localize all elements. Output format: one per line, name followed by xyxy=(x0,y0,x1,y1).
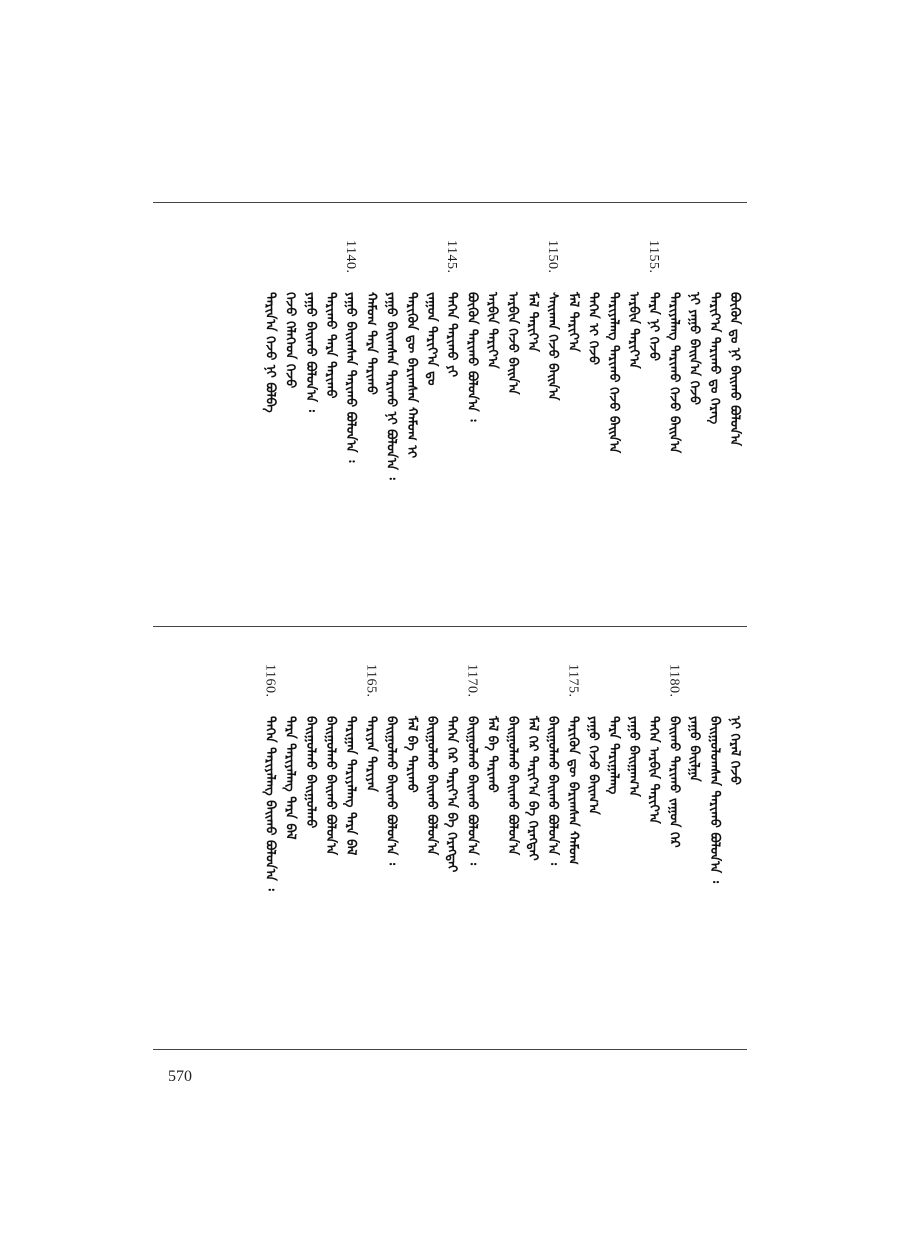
verse-text: ᠲᠠᠷᠢᠶᠠᠨ ᠲᠠᠷᠢᠶᠠᠨ xyxy=(363,716,379,792)
verse-line xyxy=(258,240,280,580)
verse-text: ᠲᠡᠭᠡᠨ ᠲᠠᠷᠢᠶᠠᠯᠠᠩ ᠪᠠᠢᠬᠤ ᠪᠣᠯᠤᠨ᠎ᠠ ᠄ xyxy=(262,716,278,891)
verse-line xyxy=(703,240,725,580)
verse-line xyxy=(359,664,381,1004)
verse-text: ᠠᠷᠪᠢᠨ ᠲᠠᠷᠢᠶ᠎ᠠ xyxy=(484,292,500,369)
verse-line xyxy=(541,664,563,1004)
verse-text: ᠲᠠᠷᠢᠶᠠᠯᠠᠩ ᠲᠠᠷᠢᠬᠤ ᠭᠡᠵᠦ ᠪᠠᠢᠨ᠎ᠠ xyxy=(605,292,621,454)
verse-text: ᠲᠡᠷᠡ ᠲᠠᠷᠢᠶᠠᠯᠠᠩ ᠲᠡᠷᠡ ᠪᠡᠯ xyxy=(282,716,298,840)
verse-line xyxy=(541,240,563,580)
verse-line xyxy=(723,240,745,580)
verse-text: ᠮᠠᠯ ᠪᠡ ᠲᠠᠷᠢᠬᠤ xyxy=(403,716,419,793)
verse-text: ᠪᠠᠢᠭᠤᠯᠬᠤ ᠪᠠᠢᠬᠤ ᠪᠣᠯᠤᠨ᠎ᠠ xyxy=(424,716,439,856)
verse-text: ᠲᠡᠭᠡᠨ ᠲᠠᠷᠢᠬᠤ ᠶᠢ xyxy=(444,292,460,378)
verse-text: ᠶᠠᠭᠤ ᠪᠠᠢᠭᠠᠭ᠎ᠠ xyxy=(626,716,641,797)
verse-line xyxy=(460,664,482,1004)
verse-text: ᠮᠠᠯ ᠲᠠᠷᠢᠶ᠎ᠠ xyxy=(565,292,581,352)
verse-text: ᠲᠡᠭᠡᠨ ᠬᠡᠷ ᠲᠠᠷᠢᠶ᠎ᠠ ᠪᠡ ᠬᠡᠷᠡᠭᠲᠡᠢ xyxy=(444,716,460,873)
verse-text: ᠪᠦᠬᠦᠨ ᠳᠤ ᠨᠢ ᠪᠠᠢᠬᠤ ᠪᠣᠯᠤᠨ᠎ᠠ xyxy=(727,292,742,447)
verse-text: ᠲᠡᠷᠢᠭᠦᠨ ᠳᠦ ᠪᠠᠷᠢᠭᠰᠠᠨ ᠬᠠᠮᠤᠭ ᠢ xyxy=(403,292,419,459)
page-number: 570 xyxy=(168,1068,192,1085)
verse-text: ᠪᠠᠢᠭᠤᠯᠬᠤ ᠪᠠᠢᠬᠤ ᠪᠣᠯᠤᠨ᠎ᠠ ᠄ xyxy=(464,716,480,865)
verse-text: ᠠᠷᠪᠢᠨ ᠭᠡᠵᠦ ᠪᠠᠢᠨ᠎ᠠ xyxy=(504,292,520,395)
top-rule xyxy=(153,202,747,203)
verse-text: ᠲᠠᠷᠢᠭᠠᠨ ᠲᠠᠷᠢᠶᠠᠯᠠᠩ ᠲᠡᠷᠡ ᠪᠡᠯ xyxy=(343,716,359,856)
verse-text: ᠪᠠᠢᠭᠤᠯᠤᠭᠰᠠᠨ ᠲᠠᠷᠢᠬᠤ ᠪᠣᠯᠤᠨ᠎ᠠ ᠄ xyxy=(706,716,722,884)
verse-line xyxy=(521,664,543,1004)
verse-block-lower xyxy=(153,664,747,1004)
verse-text: ᠪᠠᠢᠭᠤᠯᠬᠤ ᠪᠠᠢᠭᠤᠯᠬᠤ xyxy=(302,716,318,829)
verse-line xyxy=(440,240,462,580)
verse-line xyxy=(400,664,422,1004)
verse-line xyxy=(299,664,321,1004)
verse-text: ᠲᠡᠷᠡ ᠨᠢ ᠭᠡᠵᠦ xyxy=(646,292,662,362)
verse-line xyxy=(703,664,725,1004)
verse-line xyxy=(460,240,482,580)
verse-text: ᠲᠡᠭᠡᠨ ᠢ ᠭᠡᠵᠦ xyxy=(585,292,601,365)
verse-text: ᠪᠦᠬᠦᠨ ᠲᠠᠷᠢᠬᠤ ᠪᠣᠯᠤᠨ᠎ᠠ ᠄ xyxy=(464,292,480,422)
verse-text: ᠪᠠᠢᠭᠤᠯᠬᠤ ᠪᠠᠢᠬᠤ ᠪᠣᠯᠤᠨ᠎ᠠ xyxy=(504,716,520,856)
verse-line xyxy=(561,240,583,580)
verse-line xyxy=(420,240,442,580)
line-number: 1160. xyxy=(262,664,278,698)
verse-text: ᠵᠠᠭᠤᠨ ᠲᠠᠷᠢᠶ᠎ᠠ ᠳᠤ xyxy=(424,292,439,386)
verse-line xyxy=(622,240,644,580)
verse-text: ᠶᠠᠭᠤ ᠭᠡᠵᠦ ᠪᠠᠢᠭ᠎ᠠ xyxy=(585,716,601,815)
verse-text: ᠶᠠᠭᠤ ᠪᠠᠢᠭᠰᠠᠨ ᠲᠠᠷᠢᠬᠤ ᠨᠢ ᠪᠣᠯᠤᠨ᠎ᠠ ᠄ xyxy=(383,292,399,480)
verse-line xyxy=(683,240,705,580)
verse-line xyxy=(602,240,624,580)
verse-line xyxy=(662,240,684,580)
line-number: 1175. xyxy=(565,664,581,698)
verse-text: ᠬᠠᠮᠤᠭ ᠲᠡᠷᠡ ᠲᠠᠷᠢᠬᠤ xyxy=(363,292,379,395)
verse-text: ᠨᠢ ᠭᠡᠷᠡᠯ ᠭᠡᠵᠦ xyxy=(727,716,742,786)
verse-line xyxy=(339,664,361,1004)
verse-line xyxy=(380,664,402,1004)
verse-line xyxy=(319,240,341,580)
verse-text: ᠭᠡᠵᠦ ᠬᠡᠯᠡᠭᠡᠳ ᠭᠡᠵᠦ xyxy=(282,292,298,389)
verse-line xyxy=(723,664,745,1004)
verse-line xyxy=(279,240,301,580)
verse-line xyxy=(420,664,442,1004)
verse-text: ᠨᠢ ᠶᠠᠭᠤ ᠪᠠᠢᠨ᠎ᠠ ᠭᠡᠵᠦ xyxy=(686,292,702,406)
line-number: 1180. xyxy=(666,664,682,698)
verse-line xyxy=(521,240,543,580)
verse-text: ᠲᠡᠷᠡ ᠲᠠᠷᠢᠭᠠᠯᠠᠩ xyxy=(605,716,621,795)
verse-line xyxy=(582,240,604,580)
line-number: 1150. xyxy=(545,240,561,274)
verse-line xyxy=(440,664,462,1004)
verse-text: ᠰᠠᠢᠬᠠᠨ ᠭᠡᠵᠦ ᠪᠠᠢᠨ᠎ᠠ xyxy=(545,292,561,401)
verse-line xyxy=(339,240,361,580)
verse-text: ᠲᠡᠷᠢᠭᠦᠨ ᠳᠦ ᠪᠠᠷᠢᠭᠰᠠᠨ ᠬᠠᠮᠤᠭ xyxy=(565,716,581,865)
verse-text: ᠠᠷᠪᠢᠨ ᠲᠠᠷᠢᠶ᠎ᠠ xyxy=(626,292,641,369)
verse-line xyxy=(359,240,381,580)
line-number: 1165. xyxy=(363,664,379,698)
verse-line xyxy=(400,240,422,580)
verse-line xyxy=(602,664,624,1004)
verse-text: ᠲᠠᠷᠢᠨ᠎ᠠ ᠭᠡᠵᠦ ᠨᠢ ᠪᠣᠯᠪᠠ xyxy=(262,292,278,413)
verse-line xyxy=(683,664,705,1004)
verse-text: ᠲᠠᠷᠢᠶ᠎ᠠ ᠲᠠᠷᠢᠬᠤ ᠳᠤ ᠬᠡᠷᠡᠭ xyxy=(706,292,722,425)
verse-text: ᠶᠠᠭᠤ ᠪᠠᠢᠬᠤ ᠪᠣᠯᠤᠨ᠎ᠠ ᠄ xyxy=(302,292,318,412)
line-number: 1145. xyxy=(444,240,460,274)
verse-line xyxy=(561,664,583,1004)
verse-text: ᠪᠠᠢᠭᠤᠯᠬᠤ ᠪᠠᠢᠬᠤ ᠪᠣᠯᠤᠨ᠎ᠠ ᠄ xyxy=(383,716,399,865)
verse-line xyxy=(642,664,664,1004)
verse-line xyxy=(622,664,644,1004)
verse-line xyxy=(319,664,341,1004)
line-number: 1170. xyxy=(464,664,480,698)
line-number: 1140. xyxy=(343,240,359,274)
verse-line xyxy=(642,240,664,580)
verse-line xyxy=(582,664,604,1004)
verse-text: ᠪᠠᠢᠬᠤ ᠲᠠᠷᠢᠬᠤ ᠵᠠᠭᠤᠨ ᠬᠡᠷ xyxy=(666,716,682,848)
verse-line xyxy=(380,240,402,580)
verse-line xyxy=(258,664,280,1004)
verse-text: ᠲᠠᠷᠢᠬᠤ ᠲᠡᠷᠡ ᠲᠠᠷᠢᠬᠤ xyxy=(323,292,338,399)
verse-text: ᠮᠠᠯ ᠲᠠᠷᠢᠶ᠎ᠠ xyxy=(525,292,540,352)
verse-text: ᠲᠡᠭᠡᠨ ᠠᠷᠪᠢᠨ ᠲᠠᠷᠢᠶ᠎ᠠ xyxy=(646,716,662,824)
verse-text: ᠶᠠᠭᠤ ᠪᠠᠢᠭᠰᠠᠨ ᠲᠠᠷᠢᠬᠤ ᠪᠣᠯᠤᠨ᠎ᠠ ᠄ xyxy=(343,292,359,463)
verse-line xyxy=(662,664,684,1004)
line-number: 1155. xyxy=(646,240,662,274)
verse-line xyxy=(501,664,523,1004)
verse-line xyxy=(481,240,503,580)
verse-text: ᠮᠠᠯ ᠬᠡᠷ ᠲᠠᠷᠢᠶ᠎ᠠ ᠪᠡ ᠬᠡᠷᠡᠭᠲᠡᠢ xyxy=(525,716,540,861)
verse-line xyxy=(501,240,523,580)
verse-text: ᠮᠠᠯ ᠪᠡ ᠲᠠᠷᠢᠬᠤ xyxy=(484,716,500,793)
verse-text: ᠪᠠᠢᠭᠤᠯᠬᠤ ᠪᠠᠢᠬᠤ ᠪᠣᠯᠤᠨ᠎ᠠ ᠄ xyxy=(545,716,561,865)
verse-line xyxy=(279,664,301,1004)
verse-text: ᠲᠠᠷᠢᠶᠠᠯᠠᠩ ᠲᠠᠷᠢᠬᠤ ᠭᠡᠵᠦ ᠪᠠᠢᠨ᠎ᠠ xyxy=(666,292,682,454)
middle-rule xyxy=(153,626,747,627)
verse-line xyxy=(299,240,321,580)
verse-text: ᠪᠠᠢᠭᠤᠯᠬᠤ ᠪᠠᠢᠬᠤ ᠪᠣᠯᠤᠨ᠎ᠠ xyxy=(323,716,338,856)
verse-text: ᠶᠠᠭᠤ ᠪᠠᠢᠯᠭᠠ xyxy=(686,716,702,782)
verse-block-upper xyxy=(153,240,747,580)
verse-line xyxy=(481,664,503,1004)
bottom-rule xyxy=(153,1049,747,1050)
